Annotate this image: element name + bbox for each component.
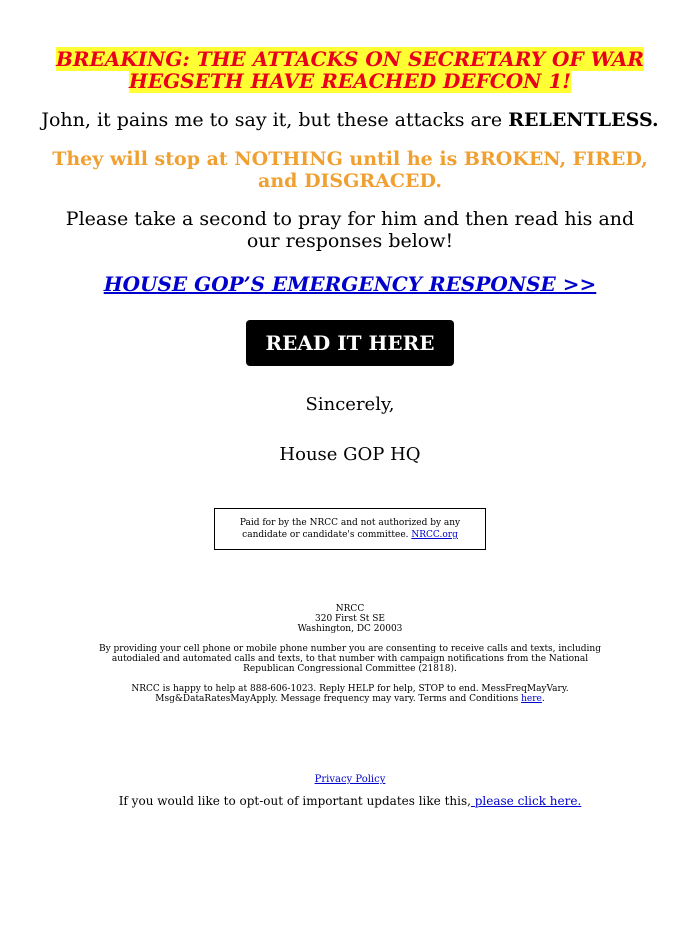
opt-out-text: If you would like to opt-out of important updates like this, [118, 794, 471, 808]
disclaimer-text: Paid for by the NRCC and not authorized by any candidate or candidate's committee. [239, 518, 461, 540]
emergency-response-link[interactable]: HOUSE GOP’S EMERGENCY RESPONSE >> [103, 272, 597, 296]
address-org: NRCC [335, 604, 365, 614]
email-body [0, 48, 700, 808]
intro-paragraph [0, 108, 700, 132]
headline [50, 48, 650, 92]
nrcc-link[interactable]: NRCC.org [411, 530, 458, 540]
request-paragraph: Please take a second to pray for him and then read his and our responses below! [65, 208, 635, 252]
address-city: Washington, DC 20003 [297, 624, 403, 634]
read-it-here-button[interactable]: READ IT HERE [246, 320, 455, 366]
consent-text: By providing your cell phone or mobile phone number you are consenting to receive calls and texts, including autodialed and automated calls and texts, to that number with campaign notifications from the National Republican Congressional Committee (21818). [98, 644, 601, 674]
address-street: 320 First St SE [315, 614, 385, 624]
signature: House GOP HQ [279, 444, 421, 465]
mailing-address [0, 604, 700, 634]
opt-out-link[interactable]: please click here. [470, 794, 582, 808]
paid-for-disclaimer [214, 508, 486, 550]
help-body: NRCC is happy to help at 888-606-1023. Reply HELP for help, STOP to end. MessFreqMayVary. Msg&DataRatesMayApply. Message frequency may vary. Terms and Conditions [131, 684, 569, 704]
intro-emphasis: RELENTLESS. [508, 109, 659, 131]
signoff: Sincerely, [305, 394, 395, 415]
terms-link[interactable]: here [521, 694, 542, 704]
headline-text: BREAKING: THE ATTACKS ON SECRETARY OF WAR HEGSETH HAVE REACHED DEFCON 1! [56, 47, 644, 93]
help-text [90, 684, 610, 704]
privacy-policy-link[interactable]: Privacy Policy [314, 774, 386, 785]
warning-paragraph: They will stop at NOTHING until he is BROKEN, FIRED, and DISGRACED. [52, 148, 648, 192]
intro-text: John, it pains me to say it, but these attacks are [41, 109, 509, 131]
privacy-row [0, 774, 700, 786]
help-end: . [541, 694, 545, 704]
opt-out-row [0, 794, 700, 808]
